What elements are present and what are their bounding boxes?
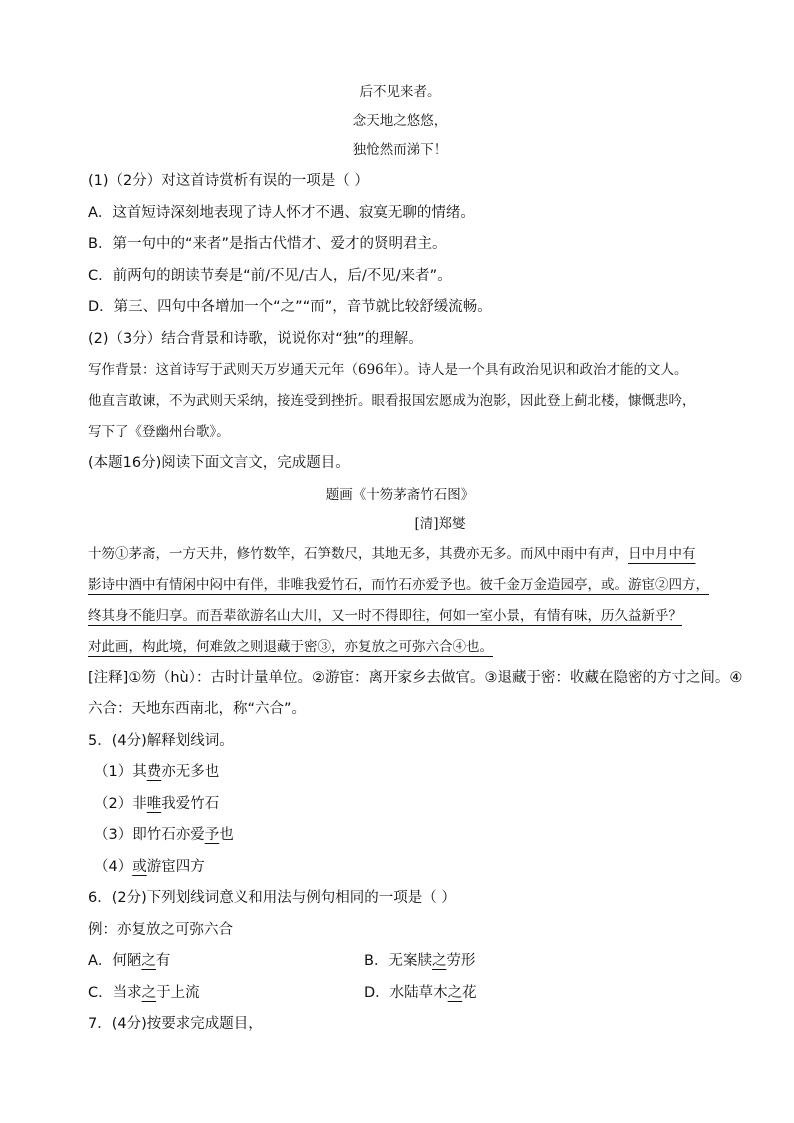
option-text: A．何陋: [88, 953, 142, 969]
underlined-word: 唯: [146, 795, 162, 812]
question-6-option-a: [88, 946, 364, 978]
option-text: B．无案牍: [364, 953, 432, 969]
poem-block: [88, 78, 712, 165]
underlined-passage-text: 对此画，构此境，何难敛之则退藏于密③，亦复放之可弥六合④也。: [88, 638, 493, 655]
item-text: （4）: [94, 858, 133, 875]
question-5-item: [88, 852, 712, 884]
passage-line: [88, 539, 712, 570]
passage-text: 十笏①茅斋，一方天井，修竹数竿，石笋数尺，其地无多，其费亦无多。而风中雨中有声，: [88, 545, 628, 562]
passage-line: [88, 601, 712, 632]
passage-title: 题画《十笏茅斋竹石图》: [325, 486, 475, 503]
question-1-option-d: D．第三、四句中各增加一个“之”“而”，音节就比较舒缓流畅。: [88, 299, 492, 315]
passage-line: [88, 570, 712, 601]
question-6-options-row: [88, 978, 712, 1010]
background-line: 写下了《登幽州台歌》。: [88, 424, 230, 440]
underlined-word: 之: [141, 953, 156, 969]
question-2-stem: (2)（3分）结合背景和诗歌，说说你对“独”的理解。: [88, 330, 423, 347]
question-6-options-row: [88, 946, 712, 978]
passage-line: [88, 632, 712, 663]
question-6-option-d: [364, 978, 640, 1010]
item-text: 也: [219, 827, 234, 843]
poem-line: 念天地之悠悠，: [352, 113, 448, 129]
annotation-line: [注释]①笏（hù）：古时计量单位。②游宦：离开家乡去做官。③退藏于密：收藏在隐密的方寸之间。④: [88, 669, 743, 686]
option-text: 劳形: [446, 953, 476, 969]
option-text: 有: [155, 953, 171, 969]
passage-author: [清]郑燮: [414, 515, 466, 532]
underlined-word: 之: [431, 953, 447, 969]
item-text: （2）非: [94, 795, 147, 812]
question-5-item: [88, 757, 712, 789]
annotation-line: 六合：天地东西南北，称“六合”。: [88, 701, 307, 717]
question-5-stem: 5．(4分)解释划线词。: [88, 732, 234, 749]
question-6-stem: 6．(2分)下列划线词意义和用法与例句相同的一项是（ ）: [88, 890, 456, 906]
question-1-option-c: C．前两句的朗读节奏是“前/不见/古人，后/不见/来者”。: [88, 267, 452, 284]
option-text: C．当求: [88, 984, 142, 1001]
option-text: D．水陆草木: [364, 984, 448, 1001]
question-6-option-b: [364, 946, 640, 978]
question-5-item: [88, 789, 712, 821]
underlined-word: 之: [447, 984, 463, 1001]
question-5-item: [88, 820, 712, 852]
classical-passage: [88, 539, 712, 663]
poem-line: 独怆然而涕下！: [352, 142, 448, 158]
item-text: 亦无多也: [161, 764, 220, 780]
writing-background: [88, 355, 712, 448]
option-text: 于上流: [156, 984, 200, 1001]
underlined-word: 之: [141, 984, 157, 1001]
underlined-word: 费: [146, 764, 162, 780]
underlined-passage-text: 终其身不能归享。而吾辈欲游名山大川，又一时不得即往，何如一室小景，有情有味，历久益新乎？: [88, 607, 682, 624]
question-6-example: 例：亦复放之可弥六合: [88, 921, 233, 938]
underlined-word: 或: [132, 858, 147, 875]
section-intro: (本题16分)阅读下面文言文，完成题目。: [88, 455, 350, 471]
item-text: 游宦四方: [146, 858, 205, 875]
background-line: 他直言敢谏，不为武则天采纳，接连受到挫折。眼看报国宏愿成为泡影，因此登上蓟北楼，慷慨悲吟，: [88, 393, 696, 409]
question-1-option-a: A．这首短诗深刻地表现了诗人怀才不遇、寂寞无聊的情绪。: [88, 204, 475, 221]
option-text: 花: [462, 984, 477, 1001]
item-text: （3）即竹石亦爱: [94, 827, 205, 843]
background-line: 写作背景：这首诗写于武则天万岁通天元年（696年）。诗人是一个具有政治见识和政治才能的文人。: [88, 362, 688, 378]
item-text: （1）其: [94, 764, 147, 780]
underlined-word: 予: [204, 827, 220, 843]
poem-line: 后不见来者。: [359, 84, 441, 100]
question-1-option-b: B．第一句中的“来者”是指古代惜才、爱才的贤明君主。: [88, 236, 447, 252]
question-6-option-c: [88, 978, 364, 1010]
question-1-stem: (1)（2分）对这首诗赏析有误的一项是（ ）: [88, 173, 369, 189]
question-7-stem: 7．(4分)按要求完成题目，: [88, 1016, 263, 1032]
underlined-passage-text: 日中月中有: [628, 545, 696, 562]
underlined-passage-text: 影诗中酒中有情闲中闷中有伴，非唯我爱竹石，而竹石亦爱予也。彼千金万金造园亭，或。游宦②四方，: [88, 576, 709, 593]
item-text: 我爱竹石: [161, 795, 220, 812]
